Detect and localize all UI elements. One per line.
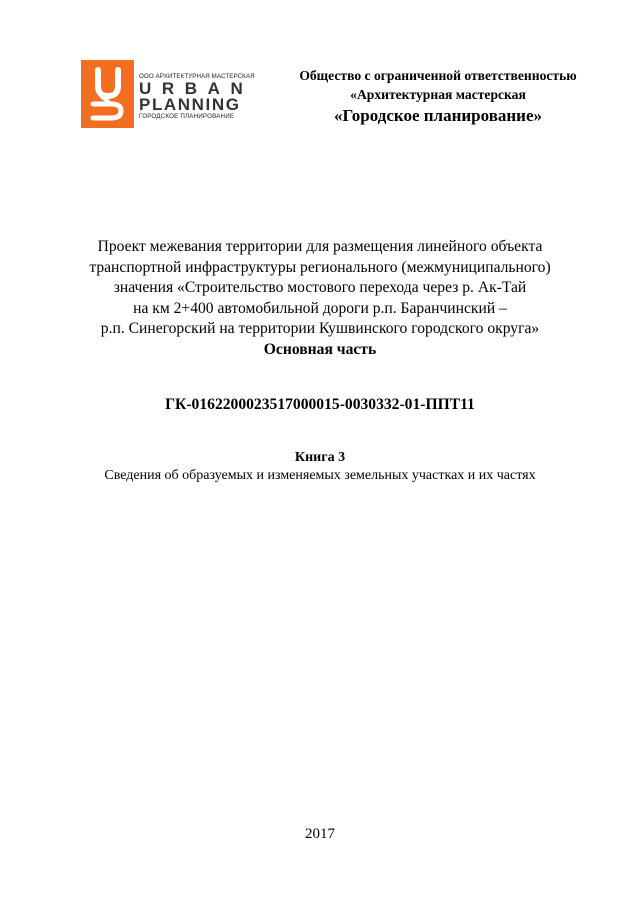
organization-line-1: Общество с ограниченной ответственностью bbox=[299, 68, 577, 83]
document-subtitle: Основная часть bbox=[263, 340, 377, 358]
logo-top-text: ООО АРХИТЕКТУРНАЯ МАСТЕРСКАЯ bbox=[139, 73, 255, 80]
logo-word-urban: URBAN bbox=[139, 79, 254, 98]
organization-header bbox=[262, 66, 614, 128]
title-line: на км 2+400 автомобильной дороги р.п. Баранчинский – bbox=[133, 299, 507, 317]
title-line: значения «Строительство мостового перехода через р. Ак-Тай bbox=[113, 279, 527, 297]
document-code: ГК-0162200023517000015-0030332-01-ППТ11 bbox=[165, 396, 475, 413]
title-line: Проект межевания территории для размещения линейного объекта bbox=[97, 238, 543, 255]
organization-line-2: «Архитектурная мастерская bbox=[350, 87, 526, 102]
title-line: транспортной инфраструктуры регионального (межмуниципального) bbox=[89, 258, 551, 276]
document-year: 2017 bbox=[305, 826, 335, 842]
title-line: р.п. Синегорский на территории Кушвинского городского округа» bbox=[100, 320, 540, 338]
book-title: Книга 3 bbox=[294, 450, 346, 465]
logo-word-planning: PLANNING bbox=[139, 95, 241, 114]
book-description: Сведения об образуемых и изменяемых земельных участках и их частях bbox=[104, 468, 536, 483]
document-title bbox=[40, 237, 600, 361]
company-logo bbox=[81, 60, 255, 128]
organization-name: «Городское планирование» bbox=[333, 106, 543, 125]
logo-mark-icon bbox=[81, 60, 134, 128]
logo-bottom-text: ГОРОДСКОЕ ПЛАНИРОВАНИЕ bbox=[139, 113, 235, 120]
book-section bbox=[40, 449, 600, 485]
